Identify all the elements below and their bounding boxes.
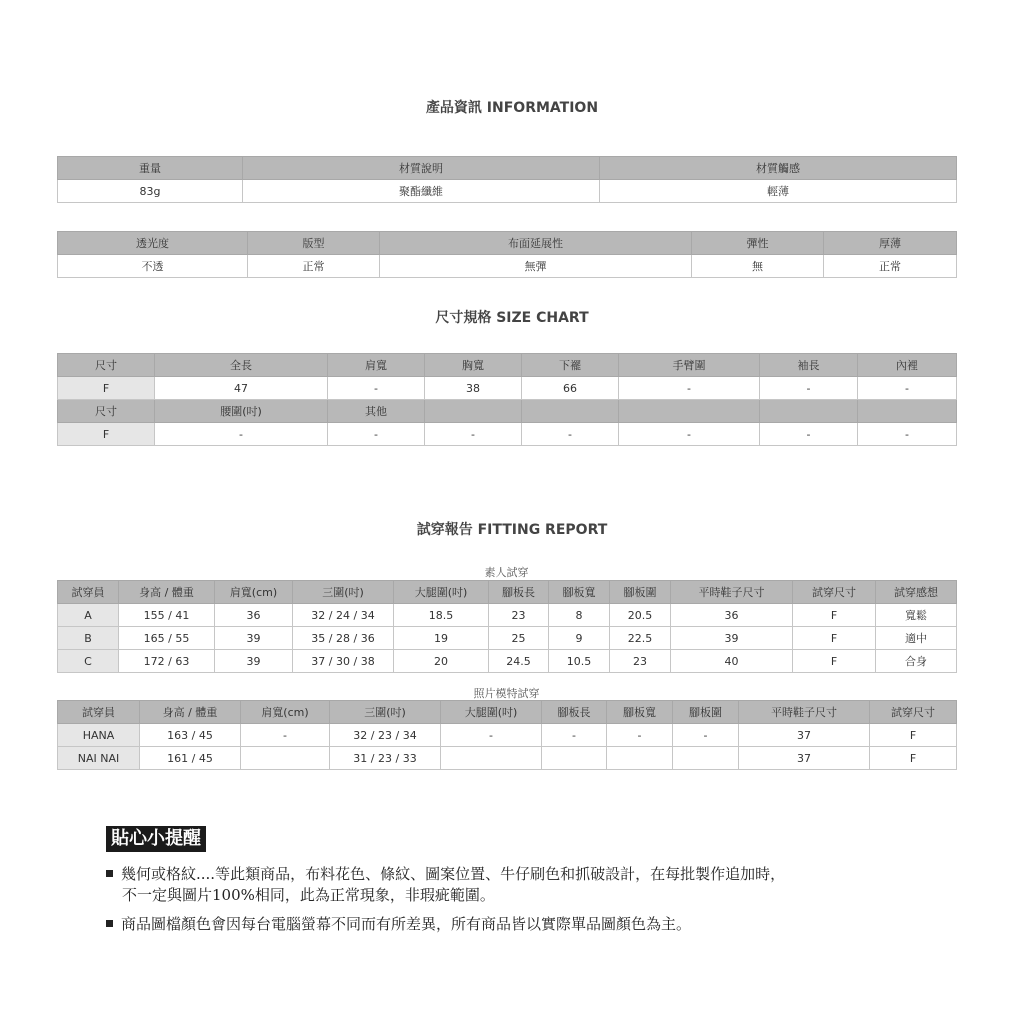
value-cell: 合身 — [876, 650, 957, 673]
info-table-2 — [57, 231, 957, 278]
value-cell: 39 — [671, 627, 793, 650]
table-header-row — [58, 400, 957, 423]
header-cell: 全長 — [155, 354, 328, 377]
header-cell: 大腿圍(吋) — [441, 701, 542, 724]
value-cell: 無彈 — [380, 255, 692, 278]
value-cell: - — [760, 377, 858, 400]
value-cell: 19 — [394, 627, 489, 650]
value-cell: - — [328, 377, 425, 400]
value-cell: F — [793, 627, 876, 650]
value-cell — [441, 747, 542, 770]
size-chart-title: 尺寸規格 SIZE CHART — [435, 310, 589, 326]
header-cell: 胸寬 — [425, 354, 522, 377]
value-cell: - — [155, 423, 328, 446]
header-cell: 身高 / 體重 — [119, 581, 215, 604]
tips-title: 貼心小提醒 — [106, 826, 206, 852]
header-cell — [425, 400, 522, 423]
value-cell: 25 — [489, 627, 549, 650]
value-cell: 40 — [671, 650, 793, 673]
value-cell: - — [858, 377, 957, 400]
header-cell: 肩寬 — [328, 354, 425, 377]
header-cell: 材質觸感 — [600, 157, 957, 180]
size-cell: F — [58, 377, 155, 400]
table-row — [58, 604, 957, 627]
table-header-row — [58, 701, 957, 724]
value-cell — [542, 747, 607, 770]
model-caption: 照片模特試穿 — [473, 687, 540, 700]
value-cell: 23 — [489, 604, 549, 627]
header-cell: 三圍(吋) — [293, 581, 394, 604]
header-cell: 平時鞋子尺寸 — [671, 581, 793, 604]
value-cell: - — [858, 423, 957, 446]
header-cell: 版型 — [248, 232, 380, 255]
tip-note-2-text: 商品圖檔顏色會因每台電腦螢幕不同而有所差異，所有商品皆以實際單品圖顏色為主。 — [121, 915, 692, 933]
value-cell: 32 / 24 / 34 — [293, 604, 394, 627]
value-cell: 37 / 30 / 38 — [293, 650, 394, 673]
value-cell: - — [522, 423, 619, 446]
value-cell: - — [542, 724, 607, 747]
value-cell: 24.5 — [489, 650, 549, 673]
tester-cell: C — [58, 650, 119, 673]
value-cell: - — [760, 423, 858, 446]
value-cell: 32 / 23 / 34 — [330, 724, 441, 747]
table-row — [58, 627, 957, 650]
value-cell: 20 — [394, 650, 489, 673]
info-title: 產品資訊 INFORMATION — [425, 100, 599, 116]
value-cell: 36 — [215, 604, 293, 627]
value-cell: 38 — [425, 377, 522, 400]
value-cell: 165 / 55 — [119, 627, 215, 650]
header-cell: 下襬 — [522, 354, 619, 377]
header-cell: 布面延展性 — [380, 232, 692, 255]
info-table-1 — [57, 156, 957, 203]
value-cell: 161 / 45 — [140, 747, 241, 770]
value-cell: - — [619, 377, 760, 400]
table-header-row — [58, 581, 957, 604]
value-cell — [673, 747, 739, 770]
value-cell: 寬鬆 — [876, 604, 957, 627]
value-cell: F — [793, 650, 876, 673]
table-row — [58, 650, 957, 673]
header-cell: 其他 — [328, 400, 425, 423]
value-cell: 正常 — [248, 255, 380, 278]
value-cell: 39 — [215, 650, 293, 673]
header-cell: 試穿尺寸 — [793, 581, 876, 604]
table-row — [58, 423, 957, 446]
table-header-row — [58, 157, 957, 180]
header-cell: 平時鞋子尺寸 — [739, 701, 870, 724]
header-cell: 內裡 — [858, 354, 957, 377]
size-chart-table — [57, 353, 957, 446]
header-cell: 三圍(吋) — [330, 701, 441, 724]
value-cell: - — [328, 423, 425, 446]
value-cell: 37 — [739, 724, 870, 747]
value-cell: 輕薄 — [600, 180, 957, 203]
value-cell: 163 / 45 — [140, 724, 241, 747]
value-cell: - — [619, 423, 760, 446]
header-cell: 腳板圍 — [673, 701, 739, 724]
value-cell: 23 — [610, 650, 671, 673]
model-fitting-table — [57, 700, 957, 770]
header-cell: 身高 / 體重 — [140, 701, 241, 724]
value-cell: 22.5 — [610, 627, 671, 650]
header-cell: 腳板長 — [489, 581, 549, 604]
tester-cell: NAI NAI — [58, 747, 140, 770]
header-cell: 透光度 — [58, 232, 248, 255]
size-cell: F — [58, 423, 155, 446]
tester-cell: HANA — [58, 724, 140, 747]
tip-note-1-line-1: 幾何或格紋....等此類商品，布料花色、條紋、圖案位置、牛仔刷色和抓破設計，在每批製作追加時， — [121, 865, 786, 883]
header-cell — [858, 400, 957, 423]
value-cell: 172 / 63 — [119, 650, 215, 673]
value-cell: 155 / 41 — [119, 604, 215, 627]
header-cell: 試穿感想 — [876, 581, 957, 604]
header-cell: 重量 — [58, 157, 243, 180]
value-cell: 10.5 — [549, 650, 610, 673]
value-cell: 適中 — [876, 627, 957, 650]
value-cell: 9 — [549, 627, 610, 650]
header-cell: 試穿尺寸 — [870, 701, 957, 724]
value-cell: 聚酯纖維 — [243, 180, 600, 203]
value-cell: F — [870, 747, 957, 770]
value-cell: 不透 — [58, 255, 248, 278]
value-cell: 66 — [522, 377, 619, 400]
tester-cell: B — [58, 627, 119, 650]
fitting-report-title: 試穿報告 FITTING REPORT — [416, 522, 608, 538]
value-cell: 35 / 28 / 36 — [293, 627, 394, 650]
value-cell: F — [870, 724, 957, 747]
amateur-caption: 素人試穿 — [484, 566, 529, 579]
header-cell: 肩寬(cm) — [241, 701, 330, 724]
amateur-fitting-table — [57, 580, 957, 673]
header-cell: 肩寬(cm) — [215, 581, 293, 604]
table-row — [58, 255, 957, 278]
value-cell: 正常 — [824, 255, 957, 278]
tester-cell: A — [58, 604, 119, 627]
value-cell: - — [241, 724, 330, 747]
value-cell: 20.5 — [610, 604, 671, 627]
table-header-row — [58, 232, 957, 255]
header-cell — [522, 400, 619, 423]
value-cell: 47 — [155, 377, 328, 400]
header-cell: 腳板長 — [542, 701, 607, 724]
value-cell: 83g — [58, 180, 243, 203]
value-cell: - — [607, 724, 673, 747]
bullet-square-icon — [106, 920, 113, 927]
value-cell: 36 — [671, 604, 793, 627]
header-cell: 手臂圍 — [619, 354, 760, 377]
value-cell — [607, 747, 673, 770]
table-row — [58, 724, 957, 747]
header-cell: 材質說明 — [243, 157, 600, 180]
header-cell: 厚薄 — [824, 232, 957, 255]
header-cell: 腳板圍 — [610, 581, 671, 604]
tip-note-1-line-2: 不一定與圖片100%相同，此為正常現象，非瑕疵範圍。 — [122, 886, 495, 904]
value-cell: 39 — [215, 627, 293, 650]
value-cell: 31 / 23 / 33 — [330, 747, 441, 770]
value-cell — [241, 747, 330, 770]
value-cell: - — [425, 423, 522, 446]
value-cell: - — [441, 724, 542, 747]
header-cell: 試穿員 — [58, 581, 119, 604]
bullet-square-icon — [106, 870, 113, 877]
table-row — [58, 747, 957, 770]
table-header-row — [58, 354, 957, 377]
tip-note-1 — [106, 864, 785, 906]
header-cell: 腰圍(吋) — [155, 400, 328, 423]
header-cell: 大腿圍(吋) — [394, 581, 489, 604]
header-cell: 彈性 — [692, 232, 824, 255]
value-cell: 37 — [739, 747, 870, 770]
header-cell: 試穿員 — [58, 701, 140, 724]
value-cell: 8 — [549, 604, 610, 627]
header-cell: 腳板寬 — [607, 701, 673, 724]
value-cell: 無 — [692, 255, 824, 278]
header-cell — [619, 400, 760, 423]
value-cell: - — [673, 724, 739, 747]
table-row — [58, 180, 957, 203]
header-cell: 尺寸 — [58, 400, 155, 423]
header-cell: 尺寸 — [58, 354, 155, 377]
header-cell — [760, 400, 858, 423]
header-cell: 袖長 — [760, 354, 858, 377]
tip-note-2 — [106, 914, 691, 935]
header-cell: 腳板寬 — [549, 581, 610, 604]
value-cell: F — [793, 604, 876, 627]
table-row — [58, 377, 957, 400]
value-cell: 18.5 — [394, 604, 489, 627]
